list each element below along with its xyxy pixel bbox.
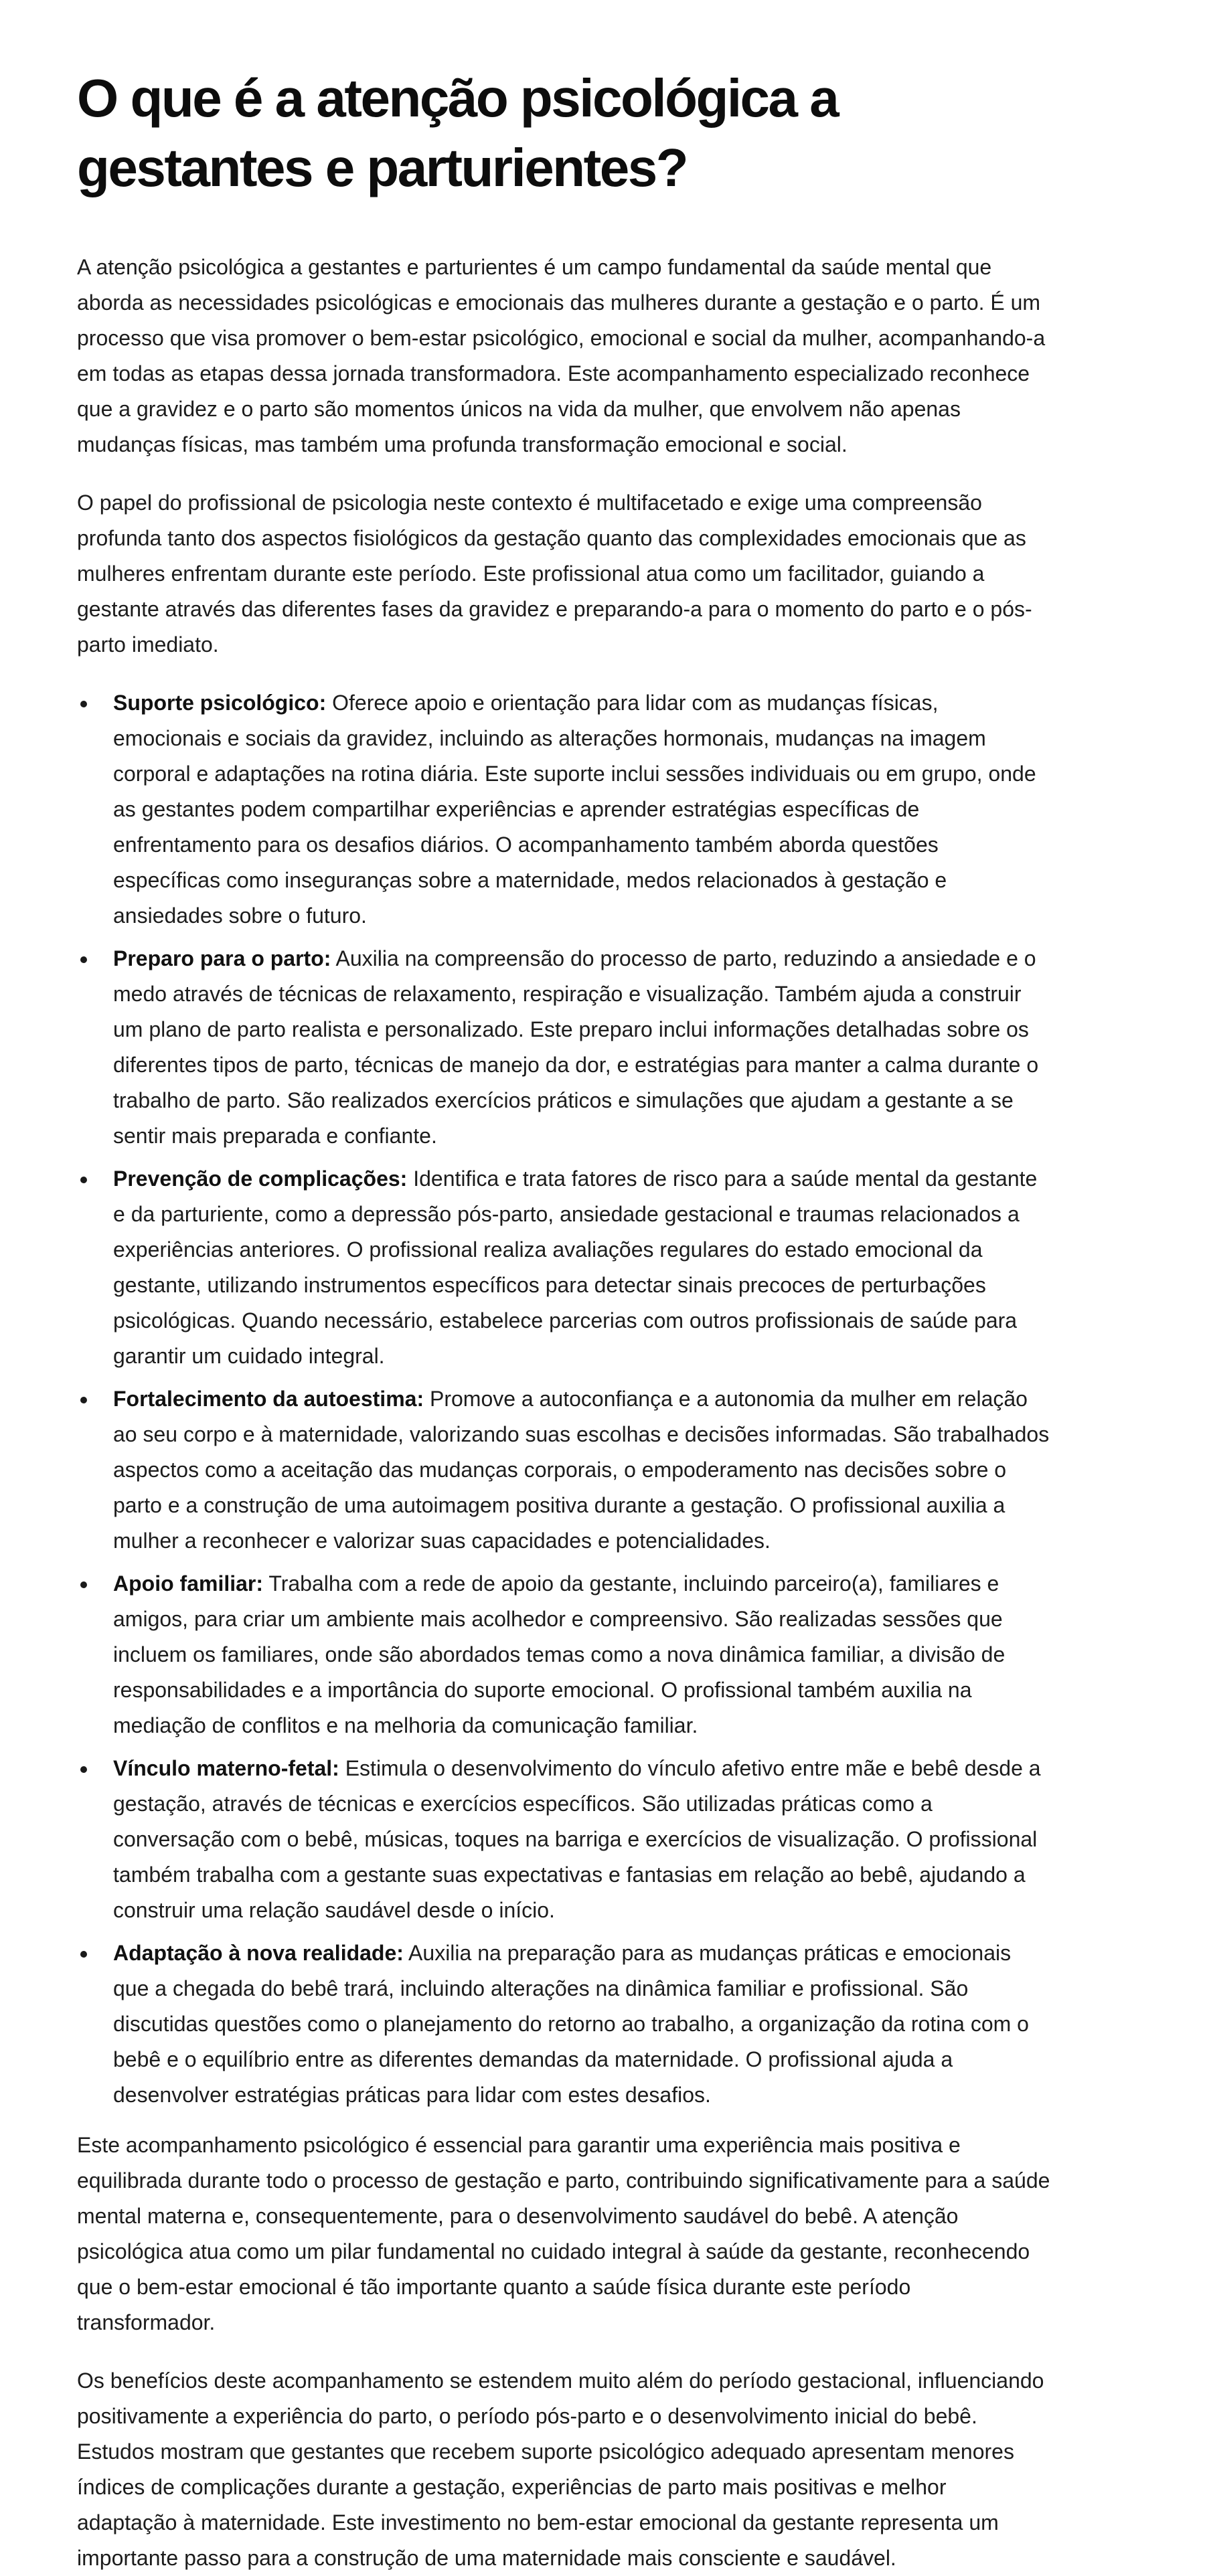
benefits-list xyxy=(77,685,1051,2113)
list-item-prevencao-complicacoes xyxy=(77,1161,1051,1374)
list-item-term: Prevenção de complicações: xyxy=(113,1167,408,1191)
intro-paragraph-1: A atenção psicológica a gestantes e parturientes é um campo fundamental da saúde mental que aborda as necessidades psicológicas e emocionais das mulheres durante a gestação e o parto. É um processo que visa promover o bem-estar psicológico, emocional e social da mulher, acompanhando-a em todas as etapas dessa jornada transformadora. Este acompanhamento especializado reconhece que a gravidez e o parto são momentos únicos na vida da mulher, que envolvem não apenas mudanças físicas, mas também uma profunda transformação emocional e social. xyxy=(77,255,1046,456)
list-item-term: Vínculo materno-fetal: xyxy=(113,1756,339,1780)
title-line-2: gestantes e parturientes? xyxy=(77,138,688,197)
list-item-text: Identifica e trata fatores de risco para a saúde mental da gestante e da parturiente, como a depressão pós-parto, ansiedade gestacional e traumas relacionados a experiências anteriores. O profissional realiza avaliações regulares do estado emocional da gestante, utilizando instrumentos específicos para detectar sinais precoces de perturbações psicológicas. Quando necessário, estabelece parcerias com outros profissionais de saúde para garantir um cuidado integral. xyxy=(113,1167,1038,1368)
list-item-text: Trabalha com a rede de apoio da gestante, incluindo parceiro(a), familiares e amigos, para criar um ambiente mais acolhedor e compreensivo. São realizadas sessões que incluem os familiares, onde são abordados temas como a nova dinâmica familiar, a divisão de responsabilidades e a importância do suporte emocional. O profissional também auxilia na mediação de conflitos e na melhoria da comunicação familiar. xyxy=(113,1571,1006,1737)
list-item-term: Adaptação à nova realidade: xyxy=(113,1941,404,1965)
list-item-text: Oferece apoio e orientação para lidar com as mudanças físicas, emocionais e sociais da gravidez, incluindo as alterações hormonais, mudanças na imagem corporal e adaptações na rotina diária. Este suporte inclui sessões individuais ou em grupo, onde as gestantes podem compartilhar experiências e aprender estratégias específicas de enfrentamento para os desafios diários. O acompanhamento também aborda questões específicas como inseguranças sobre a maternidade, medos relacionados à gestação e ansiedades sobre o futuro. xyxy=(113,691,1036,928)
title-line-1: O que é a atenção psicológica a xyxy=(77,68,838,128)
list-item-term: Apoio familiar: xyxy=(113,1571,264,1596)
list-item-text: Auxilia na preparação para as mudanças práticas e emocionais que a chegada do bebê trará, incluindo alterações na dinâmica familiar e profissional. São discutidas questões como o planejamento do retorno ao trabalho, a organização da rotina com o bebê e o equilíbrio entre as diferentes demandas da maternidade. O profissional ajuda a desenvolver estratégias práticas para lidar com estes desafios. xyxy=(113,1941,1029,2107)
list-item-adaptacao-nova-realidade xyxy=(77,1936,1051,2113)
list-item-text: Promove a autoconfiança e a autonomia da mulher em relação ao seu corpo e à maternidade, valorizando suas escolhas e decisões informadas. São trabalhados aspectos como a aceitação das mudanças corporais, o empoderamento nas decisões sobre o parto e a construção de uma autoimagem positiva durante a gestação. O profissional auxilia a mulher a reconhecer e valorizar suas capacidades e potencialidades. xyxy=(113,1387,1050,1553)
list-item-term: Fortalecimento da autoestima: xyxy=(113,1387,424,1411)
list-item-vinculo-materno-fetal xyxy=(77,1751,1051,1928)
page-title xyxy=(77,64,1081,203)
list-item-apoio-familiar xyxy=(77,1566,1051,1743)
list-item-text: Auxilia na compreensão do processo de parto, reduzindo a ansiedade e o medo através de técnicas de relaxamento, respiração e visualização. Também ajuda a construir um plano de parto realista e personalizado. Este preparo inclui informações detalhadas sobre os diferentes tipos de parto, técnicas de manejo da dor, e estratégias para manter a calma durante o trabalho de parto. São realizados exercícios práticos e simulações que ajudam a gestante a se sentir mais preparada e confiante. xyxy=(113,946,1039,1148)
list-item-suporte-psicologico xyxy=(77,685,1051,934)
list-item-term: Suporte psicológico: xyxy=(113,691,327,715)
closing-paragraph-1: Este acompanhamento psicológico é essencial para garantir uma experiência mais positiva e equilibrada durante todo o processo de gestação e parto, contribuindo significativamente para a saúde mental materna e, consequentemente, para o desenvolvimento saudável do bebê. A atenção psicológica atua como um pilar fundamental no cuidado integral à saúde da gestante, reconhecendo que o bem-estar emocional é tão importante quanto a saúde física durante este período transformador. xyxy=(77,2133,1050,2334)
list-item-preparo-parto xyxy=(77,941,1051,1154)
intro-paragraph-2: O papel do profissional de psicologia neste contexto é multifacetado e exige uma compreensão profunda tanto dos aspectos fisiológicos da gestação quanto das complexidades emocionais que as mulheres enfrentam durante este período. Este profissional atua como um facilitador, guiando a gestante através das diferentes fases da gravidez e preparando-a para o momento do parto e o pós-parto imediato. xyxy=(77,491,1032,657)
closing-paragraph-2: Os benefícios deste acompanhamento se estendem muito além do período gestacional, influenciando positivamente a experiência do parto, o período pós-parto e o desenvolvimento inicial do bebê. Estudos mostram que gestantes que recebem suporte psicológico adequado apresentam menores índices de complicações durante a gestação, experiências de parto mais positivas e melhor adaptação à maternidade. Este investimento no bem-estar emocional da gestante representa um importante passo para a construção de uma maternidade mais consciente e saudável. xyxy=(77,2369,1044,2570)
list-item-text: Estimula o desenvolvimento do vínculo afetivo entre mãe e bebê desde a gestação, através de técnicas e exercícios específicos. São utilizadas práticas como a conversação com o bebê, músicas, toques na barriga e exercícios de visualização. O profissional também trabalha com a gestante suas expectativas e fantasias em relação ao bebê, ajudando a construir uma relação saudável desde o início. xyxy=(113,1756,1041,1922)
list-item-term: Preparo para o parto: xyxy=(113,946,331,970)
list-item-fortalecimento-autoestima xyxy=(77,1381,1051,1559)
